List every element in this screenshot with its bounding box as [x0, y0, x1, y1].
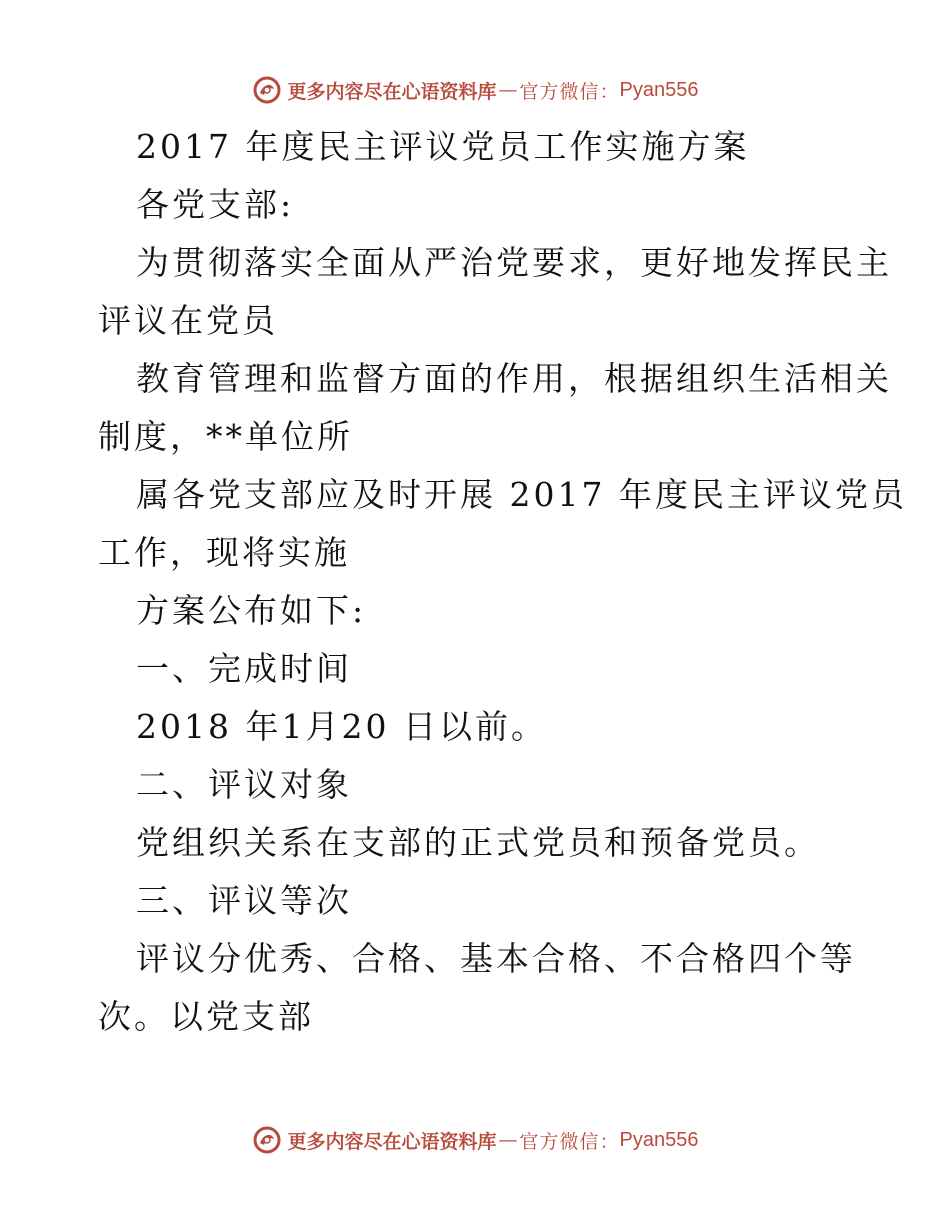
salutation: 各党支部:: [136, 185, 295, 224]
banner-text: 更多内容尽在心语资料库: [287, 80, 497, 103]
banner-text: 更多内容尽在心语资料库: [287, 1130, 497, 1153]
section-heading: 二、评议对象: [136, 765, 352, 804]
document-title: 2017 年度民主评议党员工作实施方案: [136, 127, 750, 166]
footer-banner: [0, 1120, 950, 1160]
paragraph-line: 属各党支部应及时开展 2017 年度民主评议党员: [136, 475, 907, 514]
header-banner: [0, 70, 950, 110]
red-swirl-logo-icon: [252, 1125, 282, 1155]
paragraph-line: 评议分优秀、合格、基本合格、不合格四个等: [136, 939, 856, 978]
paragraph-line: 制度，**单位所: [98, 417, 353, 456]
paragraph-line: 2018 年1月20 日以前。: [136, 707, 547, 746]
section-heading: 一、完成时间: [136, 649, 352, 688]
paragraph-line: 方案公布如下:: [136, 591, 367, 630]
paragraph-line: 次。以党支部: [98, 997, 314, 1036]
paragraph-line: 评议在党员: [98, 301, 278, 340]
banner-wechat-id: Pyan556: [619, 78, 699, 101]
paragraph-line: 工作，现将实施: [98, 533, 350, 572]
paragraph-line: 党组织关系在支部的正式党员和预备党员。: [136, 823, 820, 862]
paragraph-line: 为贯彻落实全面从严治党要求，更好地发挥民主: [136, 243, 892, 282]
banner-wechat-label: 官方微信：: [519, 80, 620, 103]
banner-wechat-label: 官方微信：: [519, 1130, 620, 1153]
section-heading: 三、评议等次: [136, 881, 352, 920]
red-swirl-logo-icon: [252, 75, 282, 105]
document-body: [98, 118, 907, 1046]
banner-separator: —: [498, 1129, 518, 1151]
banner-wechat-id: Pyan556: [619, 1128, 699, 1151]
paragraph-line: 教育管理和监督方面的作用，根据组织生活相关: [136, 359, 892, 398]
banner-separator: —: [498, 79, 518, 101]
